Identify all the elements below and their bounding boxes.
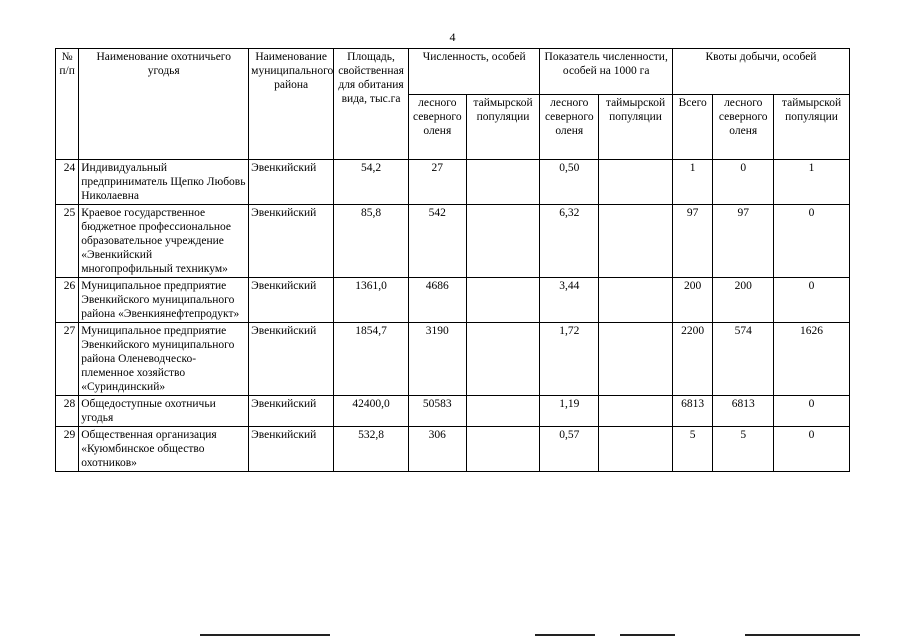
row-district: Эвенкийский — [249, 160, 334, 205]
header-num: № п/п — [56, 49, 79, 160]
table-row — [56, 323, 850, 396]
row-dens-taimyr — [599, 278, 673, 323]
subheader-quota-forest: лесного северного оленя — [713, 95, 774, 160]
row-district: Эвенкийский — [249, 323, 334, 396]
row-quota-total: 2200 — [672, 323, 712, 396]
row-area: 1854,7 — [334, 323, 409, 396]
row-dens-taimyr — [599, 396, 673, 427]
row-district: Эвенкийский — [249, 396, 334, 427]
row-dens-taimyr — [599, 205, 673, 278]
table-row — [56, 396, 850, 427]
row-pop-forest: 50583 — [408, 396, 466, 427]
row-num: 29 — [56, 427, 79, 472]
page-number: 4 — [449, 30, 456, 44]
row-district: Эвенкийский — [249, 278, 334, 323]
subheader-pop-forest: лесного северного оленя — [408, 95, 466, 160]
row-quota-forest: 5 — [713, 427, 774, 472]
row-quota-total: 97 — [672, 205, 712, 278]
row-area: 54,2 — [334, 160, 409, 205]
row-name: Муниципальное предприятие Эвенкийского муниципального района «Эвенкиянефтепродукт» — [79, 278, 249, 323]
row-quota-total: 5 — [672, 427, 712, 472]
row-quota-taimyr: 0 — [774, 278, 850, 323]
table-row — [56, 205, 850, 278]
row-dens-forest: 0,50 — [540, 160, 599, 205]
row-dens-taimyr — [599, 427, 673, 472]
row-district: Эвенкийский — [249, 427, 334, 472]
row-quota-forest: 0 — [713, 160, 774, 205]
row-quota-total: 1 — [672, 160, 712, 205]
row-area: 42400,0 — [334, 396, 409, 427]
row-pop-taimyr — [466, 278, 540, 323]
row-dens-taimyr — [599, 160, 673, 205]
row-num: 24 — [56, 160, 79, 205]
table-row — [56, 160, 850, 205]
row-quota-taimyr: 0 — [774, 427, 850, 472]
row-quota-forest: 6813 — [713, 396, 774, 427]
row-dens-taimyr — [599, 323, 673, 396]
quota-table — [55, 48, 850, 472]
row-pop-forest: 306 — [408, 427, 466, 472]
row-area: 532,8 — [334, 427, 409, 472]
row-dens-forest: 3,44 — [540, 278, 599, 323]
row-quota-forest: 200 — [713, 278, 774, 323]
row-pop-taimyr — [466, 396, 540, 427]
row-pop-forest: 3190 — [408, 323, 466, 396]
row-pop-forest: 542 — [408, 205, 466, 278]
row-name: Общественная организация «Куюмбинское общество охотников» — [79, 427, 249, 472]
row-quota-forest: 574 — [713, 323, 774, 396]
row-quota-taimyr: 1626 — [774, 323, 850, 396]
header-density: Показатель численности, особей на 1000 га — [540, 49, 673, 95]
row-name: Общедоступные охотничьи угодья — [79, 396, 249, 427]
row-pop-taimyr — [466, 205, 540, 278]
row-num: 27 — [56, 323, 79, 396]
row-pop-forest: 27 — [408, 160, 466, 205]
table-row — [56, 427, 850, 472]
subheader-dens-taimyr: таймырской популяции — [599, 95, 673, 160]
row-dens-forest: 6,32 — [540, 205, 599, 278]
row-dens-forest: 1,72 — [540, 323, 599, 396]
row-quota-total: 6813 — [672, 396, 712, 427]
row-name: Муниципальное предприятие Эвенкийского муниципального района Оленеводческо-племенное хозяйство «Суриндинский» — [79, 323, 249, 396]
row-name: Краевое государственное бюджетное профессиональное образовательное учреждение «Эвенкийский многопрофильный техникум» — [79, 205, 249, 278]
row-quota-forest: 97 — [713, 205, 774, 278]
row-num: 28 — [56, 396, 79, 427]
row-pop-forest: 4686 — [408, 278, 466, 323]
subheader-quota-taimyr: таймырской популяции — [774, 95, 850, 160]
table-row — [56, 278, 850, 323]
scan-artifact — [200, 634, 860, 637]
header-quotas: Квоты добычи, особей — [672, 49, 849, 95]
header-area: Площадь, свойственная для обитания вида, тыс.га — [334, 49, 409, 160]
subheader-dens-forest: лесного северного оленя — [540, 95, 599, 160]
row-pop-taimyr — [466, 323, 540, 396]
row-num: 25 — [56, 205, 79, 278]
subheader-pop-taimyr: таймырской популяции — [466, 95, 540, 160]
row-pop-taimyr — [466, 427, 540, 472]
row-area: 85,8 — [334, 205, 409, 278]
header-hunting-ground: Наименование охотничьего угодья — [79, 49, 249, 160]
row-area: 1361,0 — [334, 278, 409, 323]
row-pop-taimyr — [466, 160, 540, 205]
table-header-row — [56, 49, 850, 95]
row-dens-forest: 1,19 — [540, 396, 599, 427]
row-name: Индивидуальный предприниматель Щепко Любовь Николаевна — [79, 160, 249, 205]
row-quota-total: 200 — [672, 278, 712, 323]
subheader-quota-total: Всего — [672, 95, 712, 160]
header-district: Наименование муниципального района — [249, 49, 334, 160]
row-dens-forest: 0,57 — [540, 427, 599, 472]
row-quota-taimyr: 0 — [774, 396, 850, 427]
row-district: Эвенкийский — [249, 205, 334, 278]
row-quota-taimyr: 0 — [774, 205, 850, 278]
row-quota-taimyr: 1 — [774, 160, 850, 205]
header-population: Численность, особей — [408, 49, 539, 95]
row-num: 26 — [56, 278, 79, 323]
